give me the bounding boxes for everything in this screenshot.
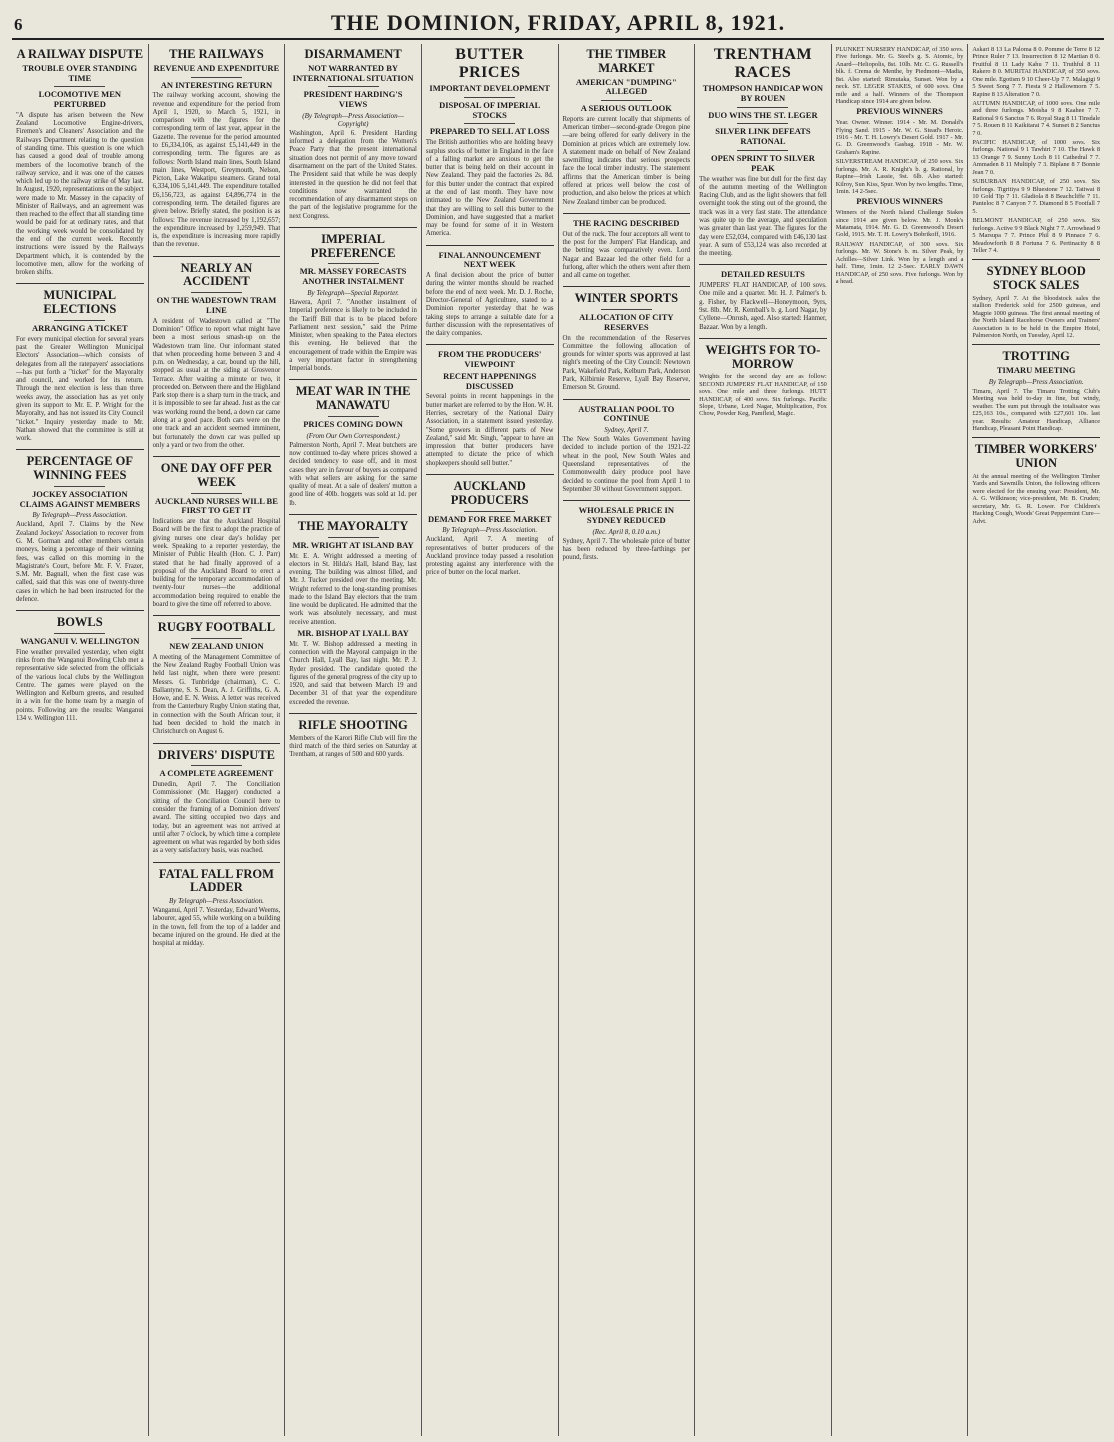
subheadline: DEMAND FOR FREE MARKET: [427, 513, 552, 524]
divider: [153, 456, 281, 457]
article-body: Dunedin, April 7. The Conciliation Commissioner (Mr. Hagger) conducted a sitting of the Conciliation Council here to consider the framing of a Dominion drivers' award. The sitting occupied two days and today, but an agreement was not arrived at until after 7 o'clock, by which time a complete agreement on what was regarded by both sides as a very satisfactory basis, was reached.: [152, 781, 281, 855]
article-body: Auckland, April 7. Claims by the New Zealand Jockeys' Association to recover from G. M. Gorman and other members certain moneys, being a percentage of their winning fees, was called on this morning in the Magistrate's Court, before Mr. F. V. Frazer, S.M. Mr. Bagnall, when the first case was called, said that this was one of twenty-three cases in which he had been instructed for the defence.: [16, 521, 144, 603]
article-body: For every municipal election for several years past the Greater Wellington Municipal Electors' Association—which consists of delegates from all the ratepayers' associations—has put forth a "ticket" for the Mayoralty and council, and worked for its return. Through the next election is less than three weeks away, the association has as yet only given its support to Mr. E. P. Wright for the Mayoralty, and has not issued its City Council "ticket." Inquiry yesterday made to Mr. Nathan showed that the committee is still at work.: [16, 335, 144, 443]
byline: (By Telegraph—Press Association—Copyright): [302, 111, 404, 128]
article-body: The weather was fine but dull for the first day of the autumn meeting of the Wellington Racing Club, and as the light showers that fell overnight took the sting out of the ground, the track was in a very fast state. The attendance was quite up to the average, and speculation was greater than last year. The figures for the day were £52,034, compared with £46,130 last year. A sum of £53,124 was also recorded at the meeting.: [699, 175, 827, 258]
article-butter-prices: [426, 46, 554, 239]
race-results-text: RAILWAY HANDICAP, of 300 sovs. Six furlongs. Mr. W. Stone's b. m. Silver Peak, by Achilles—Silver Link. Won by a length and a half. Time, 1min. 12 2-5sec. EARLY DAWN HANDICAP, of 250 sovs. Five furlongs. Won by a head.: [835, 240, 964, 285]
article-body: On the recommendation of the Reserves Committee the following allocation of grounds for winter sports was approved at last night's meeting of the City Council: Newtown Park, Wakefield Park, Kelburn Park, Anderson Park, Kilbirnie Reserve, Lyall Bay Reserve, Emerson St. Ground.: [562, 334, 691, 392]
byline: By Telegraph—Press Association.: [988, 377, 1084, 386]
subheadline: PRICES COMING DOWN: [303, 418, 403, 429]
headline: RIFLE SHOOTING: [298, 718, 408, 733]
divider: [426, 245, 554, 246]
article-winter-sports: [563, 292, 691, 392]
article-body: Reports are current locally that shipments of American timber—second-grade Oregon pine—are being offered for early delivery in the Dominion at prices which are extremely low. A statement made on behalf of New Zealand sawmilling indicates that serious prospects face the local timber industry. The statement affirms that the American timber is being offered at prices well below the cost of production, and also below the prices at which New Zealand timber can be produced.: [562, 115, 691, 206]
subheadline: THOMPSON HANDICAP WON BY ROUEN: [702, 83, 824, 103]
race-results-text: Year. Owner. Winner. 1914 - Mr. M. Donald's Flying Sand. 1915 - Mr. W. G. Stead's Heroic. 1916 - Mr. T. H. Lowry's Desert Gold. 1917 - Mr. G. D. Greenwood's Gasbag. 1918 - Mr. W. Graham's Rapine.: [835, 119, 964, 156]
article-body: Hawera, April 7. "Another instalment of Imperial preference is likely to be included in the Tariff Bill that is to be placed before Parliament next session," said the Prime Minister, when speaking to the Patea electors this evening. He believed that the encouragement of trade within the Empire was a very important factor in strengthening Imperial bonds.: [289, 298, 417, 373]
article-detailed-results: [699, 270, 827, 331]
headline: MUNICIPAL ELECTIONS: [43, 288, 117, 317]
weights-list: SUBURBAN HANDICAP, of 250 sovs. Six furlongs. Tigritiya 9 9 Bluestone 7 12. Tatiwai 8 10 Gold Tip 7 11. Gladiola 8 8 Beachcliffe 7 11. Panteloc 8 7 Canyon 7 7. Diamond 8 5 Footfall 7 5.: [972, 178, 1100, 215]
subheadline: ARRANGING A TICKET: [31, 322, 128, 333]
divider: [601, 100, 652, 101]
subheadline: A SERIOUS OUTLOOK: [580, 103, 672, 114]
race-results-text: PLUNKET NURSERY HANDICAP, of 350 sovs. Five furlongs. Mr. G. Steel's g. S. Atomic, by Anard—Heliopolis, 8st. 10lb. Mr. C. G. Russell's blk. f. Crema de Menthe, by Piedmont—Madia, 8st. Also started: Rimutaka, Sunset. Won by a neck. ST. LEGER STAKES, of 600 sovs. One mile and a half. Winners of the Thompson Handicap since 1914 are given below.: [835, 46, 964, 105]
divider: [153, 743, 281, 744]
divider: [737, 150, 788, 151]
article-body: Auckland, April 7. A meeting of representatives of butter producers of the Auckland province today passed a resolution protesting against any interference with the price of butter on the local market.: [425, 536, 554, 577]
subheadline: TROUBLE OVER STANDING TIME: [22, 62, 138, 83]
article-nearly-accident: [153, 262, 281, 451]
article-body: Palmerston North, April 7. Meat butchers are now continued to-day where prices showed a decided tendency to ease off, and in most cases they are in favour of buyers as compared with what sellers are asking for the same quality of meat. At a sale of dealers' mutton a good line of 40lb. hoggets was sold at 1d. per lb.: [289, 441, 417, 507]
headline: TRENTHAM RACES: [713, 46, 813, 81]
divider: [426, 344, 554, 345]
divider: [563, 286, 691, 287]
subheadline: PREPARED TO SELL AT LOSS: [429, 126, 550, 137]
subheadline: DETAILED RESULTS: [721, 269, 805, 280]
divider: [16, 283, 144, 284]
headline: WINTER SPORTS: [574, 291, 679, 306]
headline: BOWLS: [56, 615, 103, 630]
headline: THE RAILWAYS: [169, 47, 264, 61]
headline: THE MAYORALTY: [297, 518, 409, 533]
weights-list: PACIFIC HANDICAP, of 1000 sovs. Six furlongs. National 9 1 Tawhiri 7 10. The Hawk 8 13 Orange 7 9. Sunny Loch 8 11 Cathedral 7 7. Ammaden 8 11 Multiply 7 3. Biplane 8 7 Bonnie Jean 7 0.: [972, 139, 1100, 176]
subheadline: AUCKLAND NURSES WILL BE FIRST TO GET IT: [154, 495, 278, 516]
divider: [328, 86, 379, 87]
divider: [289, 379, 417, 380]
weights-list: BELMONT HANDICAP, of 250 sovs. Six furlongs. Active 9 9 Black Night 7 7. Arrowhead 9 5 Marsupa 7 7. Prince Phil 8 9 Pinnace 7 6. Meadowforth 8 8 Fortuna 7 6. Pertinacity 8 8 Teller 7 4.: [972, 217, 1100, 254]
headline: ONE DAY OFF PER WEEK: [160, 461, 273, 489]
article-winning-fees: [16, 455, 144, 604]
byline: Sydney, April 7.: [604, 426, 649, 435]
divider: [153, 615, 281, 616]
article-body: The railway working account, showing the revenue and expenditure for the period from April 1, 1920, to March 5, 1921, in comparison with the figures for the corresponding term of last year, appear in the Gazette. The revenue for the period amounted to £6,334,106, as against £5,141,449 in the corresponding term. The figures are as follows: North Island main lines, South Island main lines, Westport, Greymouth, Nelson, Picton, Lake Wakatipu steamers. Grand total 6,334,106 5,141,449. The expenditure totalled £6,156,723, as against £4,896,774 in the corresponding term. The detailed figures are given below. Briefly stated, the position is as follows: The revenue increased by 1,192,657; the expenditure increased by 1,259,949. That is, the expenditure is increasing more rapidly than the revenue.: [152, 92, 281, 249]
subheadline: DUO WINS THE ST. LEGER: [708, 109, 818, 120]
masthead: [12, 6, 1104, 40]
subheadline: SILVER LINK DEFEATS RATIONAL: [715, 126, 811, 147]
article-body: The British authorities who are holding heavy surplus stocks of butter in England in the face of a falling market are anxious to get the butter that is being held on their account in New Zealand. They paid the factories 2s. 8d. for this butter under the contract that expired at the end of last month. They have now intimated to the New Zealand Government that they are willing to sell this butter to the Dominion, and have suggested that a market may be found for some of it in Western America.: [425, 139, 554, 238]
divider: [563, 213, 691, 214]
article-body: A resident of Wadestown called at "The Dominion" Office to report what might have been a most serious smash-up on the Wadestown tram line. Our informant stated that when proceeding home between 3 and 4 p.m. on Wednesday, a car, bound up the hill, stopped as usual at the siding at Grosvenor Terrace. After waiting a minute or two, it proceeded on. Between there and the Highland Park stop there is a sharp turn in the track, and it is impossible to see far ahead. Just as the car was working round the bend, a down car came along at a good pace. Both cars were on the one track and an accident seemed imminent, but fortunately the down car was pulled up only a yard or two from the other.: [152, 317, 281, 449]
headline: FATAL FALL FROM LADDER: [158, 866, 274, 895]
subheadline: NEW ZEALAND UNION: [169, 641, 264, 652]
subheadline: MR. WRIGHT AT ISLAND BAY: [292, 539, 414, 550]
subheadline: AN INTERESTING RETURN: [160, 79, 273, 90]
article-wholesale-price: [563, 506, 691, 562]
column-6: [695, 44, 832, 1436]
article-body: Weights for the second day are as follow: SECOND JUMPERS' FLAT HANDICAP, of 150 sovs. One mile and three furlongs. HUTT HANDICAP, of 400 sovs. Six furlongs. Pacific Slope, Urbane, Lord Nagar, Multiplication, Fox Chow, Powder Keg, Pamfleid, Magic.: [699, 373, 827, 418]
subheadline: PREVIOUS WINNERS: [856, 106, 943, 117]
headline: WEIGHTS FOR TO-MORROW: [705, 342, 821, 371]
headline: THE TIMBER MARKET: [586, 47, 667, 75]
divider: [737, 123, 788, 124]
column-7: [832, 44, 969, 1436]
divider: [464, 511, 515, 512]
subheadline: MR. BISHOP AT LYALL BAY: [297, 628, 409, 639]
headline: BUTTER PRICES: [455, 46, 525, 81]
byline: By Telegraph—Press Association.: [32, 511, 128, 520]
subheadline: NOT WARRANTED BY INTERNATIONAL SITUATION: [292, 62, 414, 83]
article-municipal-elections: [16, 289, 144, 443]
article-body: Several points in recent happenings in the butter market are referred to by the Hon. W. H. Herries, secretary of the National Dairy Association, in a statement issued yesterday. "Some growers in different parts of New Zealand," said Mr. Singh, "appear to have an impression that butter producers have attempted to dictate the price of which shopkeepers should sell butter.": [425, 393, 554, 467]
article-body: Sydney, April 7. At the bloodstock sales the stallion Frederick sold for 2500 guineas, and Magpie 1000 guineas. The first annual meeting of the North Island Racehorse Owners and Trainers' Association is to be held in the Empire Hotel, Palmerston North, on Tuesday, April 12.: [972, 294, 1100, 339]
column-3: [285, 44, 422, 1436]
article-meat-war: [289, 385, 417, 508]
divider: [464, 123, 515, 124]
article-final-announcement: [426, 251, 554, 339]
byline: By Telegraph—Press Association.: [442, 526, 538, 535]
weights-list: AUTUMN HANDICAP, of 1000 sovs. One mile and three furlongs. Moisha 9 8 Kaahee 7 7. Rational 9 6 Sanctus 7 6. Royal Stag 8 11 Tinsdale 7 5. Rouen 8 11 Kaikitarai 7 4. Sunset 8 2 Sanctus 7 0.: [972, 99, 1101, 137]
divider: [191, 638, 242, 639]
headline: TROTTING: [1002, 349, 1070, 364]
headline: NEARLY AN ACCIDENT: [180, 260, 253, 289]
headline: MEAT WAR IN THE MANAWATU: [295, 384, 411, 413]
article-body: At the annual meeting of the Wellington Timber Yards and Sawmills Union, the following officers were elected for the ensuing year: President, Mr. A. G. Wilkinson; vice-president, Mr. B. Cruden; secretary, Mr. G. R. Lower. For Children's Hacking Cough, Woods' Great Peppermint Cure—Advt.: [972, 472, 1100, 525]
subheadline: FROM THE PRODUCERS' VIEWPOINT: [438, 349, 542, 370]
article-body: The New South Wales Government having decided to include portion of the 1921-22 wheat in the pool, New South Wales and Queensland representatives of the Commonwealth dairy produce pool have decided to continue the pool from April 1 to September 30 without Government support.: [562, 436, 691, 493]
divider: [464, 97, 515, 98]
byline: By Telegraph—Special Reporter.: [307, 288, 399, 297]
article-body: Fine weather prevailed yesterday, when eight rinks from the Wanganui Bowling Club met a representative side selected from the officials of the various local clubs by the Wellington Centre. The games were played on the Wellington and Kelburn greens, and resulted in a win for the home team by a margin of points. Following are the results: Wanganui 134 v. Wellington 111.: [16, 648, 144, 722]
article-railway-dispute: [16, 48, 144, 277]
headline: IMPERIAL PREFERENCE: [310, 231, 396, 260]
article-auckland-producers: [426, 480, 554, 578]
divider: [54, 633, 105, 634]
divider: [563, 399, 691, 400]
divider: [563, 500, 691, 501]
article-body: Members of the Karori Rifle Club will fire the third match of the third series on Saturday at Trentham, at ranges of 500 and 600 yards.: [289, 734, 417, 759]
article-body: Sydney, April 7. The wholesale price of butter has been reduced by three-farthings per pound, firsts.: [562, 537, 691, 562]
article-body: A final decision about the price of butter during the winter months should be reached before the end of next week. Mr. D. J. Roche, Director-General of Agriculture, stated to a Dominion reporter yesterday that he was taking steps to arrange a suitable date for a further discussion with the representatives of the dairy companies.: [425, 272, 554, 338]
subheadline: TIMARU MEETING: [996, 365, 1076, 376]
article-body: A meeting of the Management Committee of the New Zealand Rugby Football Union was held last night, when there were present: Messrs. G. Tunbridge (chairman), C. C. Ballantyne, S. S. Dean, A. J. Griffiths, G. A. Howe, and E. N. Weiss. A letter was received from the Canterbury Rugby Union stating that, in connection with the South African tour, it had been decided to hold the match in Christchurch on August 6.: [152, 653, 281, 736]
divider: [426, 474, 554, 475]
article-body: Mr. E. A. Wright addressed a meeting of electors in St. Hilda's Hall, Island Bay, last evening. The building was almost filled, and Mr. J. Tucker presided over the meeting. Mr. Wright referred to the long-standing promises made to the Island Bay electors that the tram line would be duplicated. He admitted that the work was absolutely necessary, and must receive attention.: [289, 552, 417, 626]
headline: SYDNEY BLOOD STOCK SALES: [986, 264, 1086, 293]
column-1: [12, 44, 149, 1436]
article-racing-described: [563, 219, 691, 280]
article-body: Wanganui, April 7. Yesterday, Edward Weems, labourer, aged 55, while working on a building in the town, fell from the top of a ladder and became injured on the ground. He died at the hospital at midday.: [152, 907, 281, 948]
subheadline: JOCKEY ASSOCIATION CLAIMS AGAINST MEMBERS: [19, 488, 140, 509]
subheadline: REVENUE AND EXPENDITURE: [153, 62, 280, 73]
divider: [972, 259, 1100, 260]
subheadline: DISPOSAL OF IMPERIAL STOCKS: [439, 99, 541, 120]
subheadline: RECENT HAPPENINGS DISCUSSED: [443, 370, 537, 391]
divider: [328, 263, 379, 264]
divider: [601, 309, 652, 310]
divider: [54, 320, 105, 321]
article-mayoralty: [289, 520, 417, 707]
divider: [289, 713, 417, 714]
article-day-off: [153, 462, 281, 609]
headline: RUGBY FOOTBALL: [157, 620, 276, 635]
article-trentham-races: [699, 46, 827, 258]
article-body: "A dispute has arisen between the New Zealand Locomotive Engine-drivers, Firemen's and Cleaners' Association and the Railways Department relating to the question of standing time. This question is one which has caused a good deal of trouble among members of the locomotive branch of the railway service, and it was one of the causes which led up to the railway strike of May last. In August, 1920, representations on the subject were made to Mr. Massey in the capacity of Minister of Railways, and an agreement was then reached to the effect that all standing time would be paid for at ordinary rates, and that the working week would be consolidated by the end of the current week. Recently instructions were issued by the Railways Department which, it is contended by the locomotive men, allow for the working of broken shifts.: [16, 111, 144, 277]
headline: A RAILWAY DISPUTE: [16, 47, 144, 61]
subheadline: PRESIDENT HARDING'S VIEWS: [303, 89, 403, 110]
divider: [191, 493, 242, 494]
race-results-text: SILVERSTREAM HANDICAP, of 250 sovs. Six furlongs. Mr. A. R. Knight's b. g. Rational, by Rapine—Irish Lassie, 9st. 6lb. Also started: Kilroy, Sun Kiss, Spur. Won by two lengths. Time, 1min. 14 2-5sec.: [835, 158, 964, 195]
subheadline: PREVIOUS WINNERS: [856, 196, 943, 207]
article-drivers-dispute: [153, 749, 281, 856]
divider: [972, 344, 1100, 345]
divider: [328, 537, 379, 538]
article-body: Washington, April 6. President Harding informed a delegation from the Women's Peace Party that the present international situation does not permit of any move toward disarmament on the part of the United States. The President said that while he was deeply interested in the question he did not feel that conditions now warranted the recommendation of any disarmament steps on the part of the legislative programme for the next Congress.: [289, 129, 417, 220]
subheadline: WHOLESALE PRICE IN SYDNEY REDUCED: [578, 505, 675, 525]
article-weights: [699, 344, 827, 418]
article-body: JUMPERS' FLAT HANDICAP, of 100 sovs. One mile and a quarter. Mr. H. J. Palmer's b. g. Fisher, by Flackwell—Honeymoon, 9yrs, 9st. 8lb. Mr. R. Kemball's b. g. Lord Nagar, by Cyllene—Onrush, aged. Also started: Hanmer, Bazaar. Won by a length.: [699, 282, 827, 331]
byline: (From Our Own Correspondent.): [306, 431, 400, 440]
divider: [737, 107, 788, 108]
byline: By Telegraph—Press Association.: [169, 897, 264, 906]
article-rifle-shooting: [289, 719, 417, 760]
divider: [16, 449, 144, 450]
divider: [153, 256, 281, 257]
article-body: Indications are that the Auckland Hospital Board will be the first to adopt the practice of giving nurses one clear day's holiday per week. Speaking to a reporter yesterday, the Minister of Public Health (Hon. C. J. Parr) stated that he had finally approved of a proposal of the Auckland Board to erect a building for the temporary accommodation of twenty-four nurses—the additional accommodation being required to enable the board to give the time off referred to above.: [152, 518, 281, 608]
article-australian-pool: [563, 405, 691, 495]
article-producers-viewpoint: [426, 350, 554, 468]
article-body: Out of the ruck. The four acceptors all went to the post for the Jumpers' Flat Handicap, and the betting was comparatively even. Lord Nagar and Bazaar led the other field for a furlong, after which the others went after them and all came on together.: [562, 230, 691, 280]
column-5: [559, 44, 696, 1436]
divider: [699, 264, 827, 265]
byline: (Rec. April 8, 0.10 a.m.): [592, 527, 661, 536]
article-disarmament: [289, 48, 417, 221]
subheadline: THE RACING DESCRIBED: [573, 217, 680, 228]
subheadline: AMERICAN "DUMPING" ALLEGED: [575, 76, 677, 97]
page-number: 6: [14, 15, 23, 34]
subheadline: LOCOMOTIVE MEN PERTURBED: [38, 89, 122, 110]
headline: TIMBER WORKERS' UNION: [975, 442, 1098, 471]
article-body: Mr. T. W. Bishop addressed a meeting in connection with the Mayoral campaign in the Church Hall, Lyall Bay, last night. Mr. P. J. Ryder presided. The candidate quoted the figures of the general progress of the city up to 1920, and said that between March 19 and December 31 of that year the expenditure exceeded the revenue.: [289, 640, 417, 706]
article-imperial-preference: [289, 233, 417, 374]
article-fatal-fall: [153, 868, 281, 949]
column-4: [422, 44, 559, 1436]
article-bowls: [16, 616, 144, 723]
divider: [54, 486, 105, 487]
headline: PERCENTAGE OF WINNING FEES: [26, 454, 133, 483]
subheadline: AUSTRALIAN POOL TO CONTINUE: [578, 403, 675, 424]
divider: [191, 292, 242, 293]
subheadline: A COMPLETE AGREEMENT: [159, 768, 274, 779]
article-railways: [153, 48, 281, 250]
headline: DRIVERS' DISPUTE: [157, 747, 275, 762]
subheadline: MR. MASSEY FORECASTS ANOTHER INSTALMENT: [299, 266, 407, 287]
article-rugby: [153, 621, 281, 736]
divider: [191, 77, 242, 78]
subheadline: FINAL ANNOUNCEMENT NEXT WEEK: [438, 249, 541, 270]
subheadline: ON THE WADESTOWN TRAM LINE: [156, 295, 277, 315]
divider: [289, 514, 417, 515]
divider: [16, 610, 144, 611]
article-timber-market: [563, 48, 691, 207]
divider: [972, 437, 1100, 438]
divider: [191, 765, 242, 766]
divider: [54, 86, 105, 87]
weights-list: Askari 8 13 La Paloma 8 0. Pomme de Terre 8 12 Prince Ruler 7 13. Insurrection 8 12 Martian 8 0. Fruitful 8 11 Lady Kahu 7 11. Truthful 8 11 Rakero 8 0. MURITAI HANDICAP, of 350 sovs. One mile. Egotism 9 10 Cheer-Up 7 7. Malagigi 9 5 Sweet Song 7 7. Fiesta 9 2 Hallowmorn 7 5. Rapine 8 13 Alteration 7 0.: [972, 46, 1100, 98]
column-2: [149, 44, 286, 1436]
subheadline: OPEN SPRINT TO SILVER PEAK: [711, 153, 815, 173]
headline: DISARMAMENT: [304, 47, 402, 61]
divider: [699, 338, 827, 339]
article-body: Timaru, April 7. The Timaru Trotting Club's Meeting was held to-day in fine, but windy, weather. The sum put through the totalisator was £25,163 10s., compared with £27,601 10s. last year. Results: Amateur Handicap, Alliance Handicap, Pleasant Point Handicap.: [972, 387, 1100, 433]
column-8: [968, 44, 1104, 1436]
divider: [328, 416, 379, 417]
race-results-text: Winners of the North Island Challenge Stakes since 1914 are given below. Mr. J. Monk's Matamata, 1914. Mr. G. D. Greenwood's Desert Gold, 1915. Mr. T. H. Lowry's Bobrikoff, 1916.: [835, 209, 964, 239]
headline: AUCKLAND PRODUCERS: [450, 479, 529, 507]
subheadline: ALLOCATION OF CITY RESERVES: [579, 312, 674, 332]
subheadline: IMPORTANT DEVELOPMENT: [429, 83, 550, 94]
divider: [153, 862, 281, 863]
columns: [12, 44, 1104, 1436]
newspaper-title: THE DOMINION, FRIDAY, APRIL 8, 1921.: [330, 10, 786, 35]
subheadline: WANGANUI V. WELLINGTON: [20, 635, 140, 646]
divider: [289, 227, 417, 228]
